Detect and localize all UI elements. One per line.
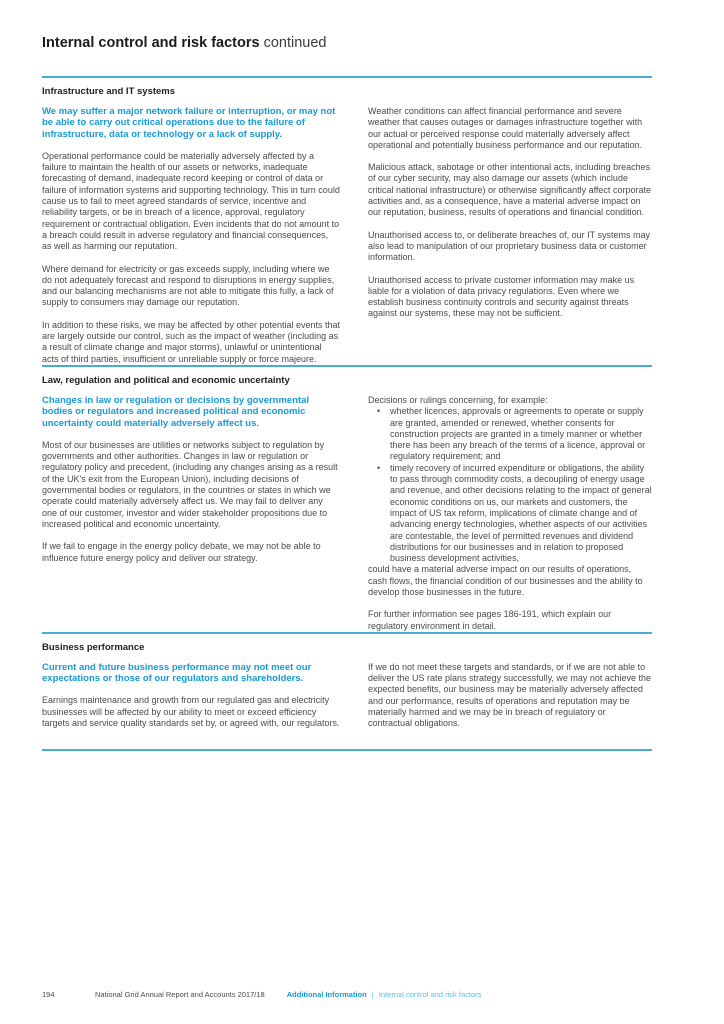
section-heading: Infrastructure and IT systems <box>42 86 176 97</box>
paragraph: Malicious attack, sabotage or other intentional acts, including breaches of our cyber security, may also damage our assets (which include critical national infrastructure) or otherwise significantly affect corporate activities and, as a consequence, have a material adverse impact on our reputation, business, results of operations and financial condition. <box>368 162 651 218</box>
risk-statement: We may suffer a major network failure or interruption, or may not be able to carry out critical operations due to the failure of infrastructure, data or technology or a lack of supply. <box>42 106 336 140</box>
bullet-icon: • <box>377 462 381 473</box>
paragraph: Unauthorised access to, or deliberate breaches of, our IT systems may also lead to manipulation of our proprietary business data or customer information. <box>368 229 650 263</box>
section-infrastructure-it <box>42 76 652 365</box>
right-column <box>368 106 652 365</box>
bullet-text: timely recovery of incurred expenditure or obligations, the ability to pass through commodity costs, a decoupling of energy usage and revenue, and other decisions relating to the impact of general economic conditions on us, our markets and customers, the impact of US tax reform, implications of climate change and of advancing energy technologies, whether aspects of our activities are contestable, the level of permitted revenues and dividend distributions for our businesses and in relation to proposed business development activities, <box>390 462 652 564</box>
right-column <box>368 395 652 632</box>
two-column-layout <box>42 106 652 365</box>
paragraph: Earnings maintenance and growth from our regulated gas and electricity businesses will be affected by our ability to meet or exceed efficiency targets and service quality standards set by, or agreed with, our regulators. <box>42 695 340 729</box>
list-item <box>368 463 652 565</box>
paragraph: could have a material adverse impact on our results of operations, cash flows, the financial condition of our businesses and the ability to develop those businesses in the future. <box>368 564 643 597</box>
footer-report-title: National Grid Annual Report and Accounts 2017/18 <box>95 990 265 999</box>
footer-separator: | <box>371 990 374 999</box>
page-title-bold: Internal control and risk factors <box>42 35 260 51</box>
paragraph: Decisions or rulings concerning, for example: <box>368 394 548 405</box>
risk-statement: Current and future business performance may not meet our expectations or those of our regulators and shareholders. <box>42 661 312 685</box>
section-heading: Law, regulation and political and economic uncertainty <box>42 374 290 386</box>
footer-breadcrumb <box>287 990 482 999</box>
section-business-performance <box>42 632 652 749</box>
paragraph: Weather conditions can affect financial performance and severe weather that causes outages or damages infrastructure together with our actual or perceived response could materially adversely affect operational and potentially business performance and our reputation. <box>368 106 643 150</box>
risk-statement: Changes in law or regulation or decisions by governmental bodies or regulators and increased political and economic uncertainty could materially adversely affect us. <box>42 394 310 429</box>
footer-section-label: Additional Information <box>286 990 367 999</box>
paragraph: If we do not meet these targets and standards, or if we are not able to deliver the US rate plans strategy successfully, we may not achieve the expected benefits, our business may be materially adversely affected and our performance, results of operations and reputation may be materially harmed and we may be in breach of regulatory or contractual obligations. <box>368 661 651 729</box>
two-column-layout <box>42 662 652 730</box>
section-law-regulation <box>42 365 652 632</box>
left-column <box>42 395 340 632</box>
bullet-text: whether licences, approvals or agreements to operate or supply are granted, amended or renewed, whether consents for construction projects are granted in a timely manner or whether there has been any breach of the terms of a licence, approval or regulatory requirement; and <box>390 406 646 462</box>
page-title-suffix: continued <box>263 35 327 51</box>
left-column <box>42 106 340 365</box>
left-column <box>42 662 340 730</box>
page-footer <box>42 990 694 999</box>
page-title <box>42 0 652 51</box>
footer-page-number: 194 <box>42 990 55 999</box>
bullet-icon: • <box>377 406 381 417</box>
paragraph: If we fail to engage in the energy policy debate, we may not be able to influence future energy policy and deliver our strategy. <box>42 541 321 563</box>
page-content <box>42 0 652 751</box>
list-item <box>368 406 652 462</box>
paragraph: Most of our businesses are utilities or networks subject to regulation by governments and other authorities. Changes in law or regulation or regulatory policy and precedent, (including any changes arising as a result of the UK's exit from the European Union), including decisions of governmental bodies or regulators, in the countries or states in which we operate could materially adversely affect us. We may fail to deliver any one of our customer, investor and wider stakeholder propositions due to increased political and economic uncertainty. <box>42 439 338 529</box>
paragraph: Where demand for electricity or gas exceeds supply, including where we do not adequately forecast and respond to disruptions in energy supplies, and our balancing mechanisms are not able to mitigate this fully, a lack of supply to consumers may damage our reputation. <box>42 263 335 308</box>
paragraph: For further information see pages 186-191, which explain our regulatory environment in detail. <box>368 609 612 631</box>
section-divider <box>42 749 652 751</box>
two-column-layout <box>42 395 652 632</box>
section-heading: Business performance <box>42 641 145 653</box>
paragraph: Operational performance could be materially adversely affected by a failure to maintain the health of our assets or networks, inadequate forecasting of demand, inadequate record keeping or control of data or failure of information systems and supporting technology. This in turn could cause us to fail to meet agreed standards of service, incentive and reliability targets, or be in breach of a licence, approval, regulatory requirement or contractual obligation. Even incidents that do not amount to a breach could result in adverse regulatory and financial consequences, as well as harming our reputation. <box>42 150 340 252</box>
footer-chapter-label: Internal control and risk factors <box>378 990 482 999</box>
paragraph: In addition to these risks, we may be affected by other potential events that are largely outside our control, such as the impact of weather (including as a result of climate change and major storms), unlawful or unintentional acts of third parties, insufficient or unreliable supply or force majeure. <box>42 319 341 364</box>
paragraph: Unauthorised access to private customer information may make us liable for a violation of data privacy regulations. Even where we establish business continuity controls and security against threats against our systems, these may not be sufficient. <box>368 274 635 319</box>
right-column <box>368 662 652 730</box>
